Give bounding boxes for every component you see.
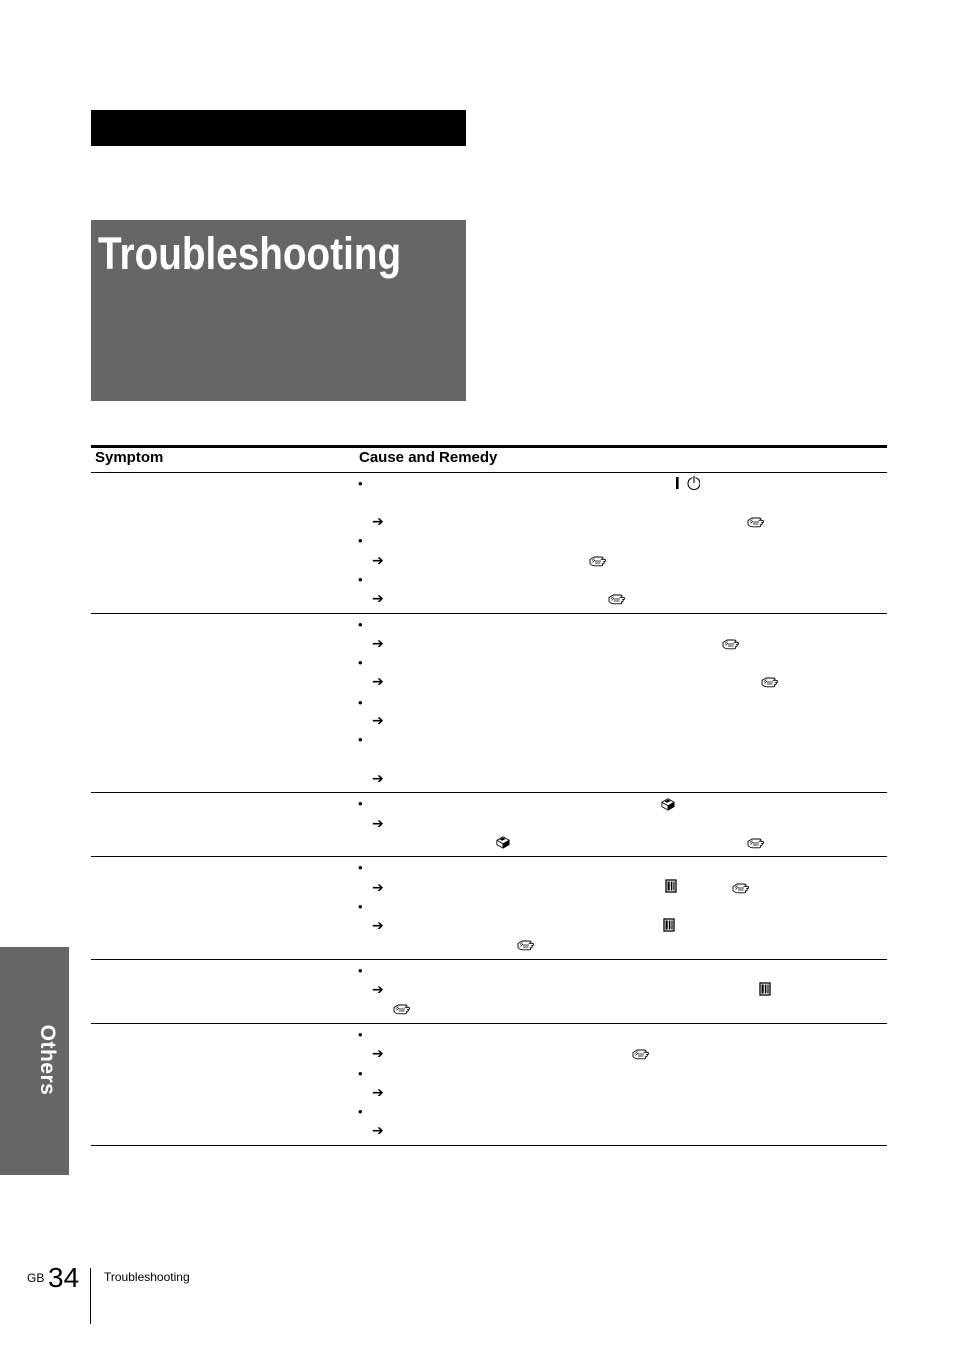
table-bottom-rule xyxy=(91,1145,887,1146)
pointing-hand-icon xyxy=(747,514,765,528)
power-switch-icon xyxy=(672,475,700,491)
memory-card-icon xyxy=(664,879,678,893)
row-divider xyxy=(91,856,887,857)
arrow-icon: ➔ xyxy=(372,981,384,997)
bullet: • xyxy=(358,796,363,811)
print-cartridge-icon xyxy=(494,835,512,849)
section-header-bar xyxy=(91,110,466,146)
side-tab-label: Others xyxy=(36,1024,59,1096)
arrow-icon: ➔ xyxy=(372,513,384,529)
arrow-icon: ➔ xyxy=(372,552,384,568)
cause-column-header: Cause and Remedy xyxy=(359,449,498,466)
arrow-icon: ➔ xyxy=(372,1084,384,1100)
footer-page-number: 34 xyxy=(48,1262,80,1293)
arrow-icon: ➔ xyxy=(372,673,384,689)
header-divider xyxy=(91,472,887,473)
bullet: • xyxy=(358,899,363,914)
symptom-column-header: Symptom xyxy=(95,449,164,466)
pointing-hand-icon xyxy=(722,636,740,650)
bullet: • xyxy=(358,1104,363,1119)
page-title: Troubleshooting xyxy=(98,228,402,279)
footer-region-code: GB xyxy=(27,1271,45,1285)
bullet: • xyxy=(358,860,363,875)
arrow-icon: ➔ xyxy=(372,917,384,933)
table-top-rule xyxy=(91,445,887,448)
bullet: • xyxy=(358,963,363,978)
arrow-icon: ➔ xyxy=(372,1122,384,1138)
bullet: • xyxy=(358,617,363,632)
arrow-icon: ➔ xyxy=(372,712,384,728)
pointing-hand-icon xyxy=(747,835,765,849)
row-divider xyxy=(91,1023,887,1024)
pointing-hand-icon xyxy=(608,591,626,605)
arrow-icon: ➔ xyxy=(372,1045,384,1061)
arrow-icon: ➔ xyxy=(372,635,384,651)
print-cartridge-icon xyxy=(659,797,677,811)
row-divider xyxy=(91,792,887,793)
title-panel xyxy=(91,220,466,401)
bullet: • xyxy=(358,732,363,747)
footer-divider xyxy=(90,1268,91,1324)
bullet: • xyxy=(358,695,363,710)
bullet: • xyxy=(358,1027,363,1042)
row-divider xyxy=(91,613,887,614)
bullet: • xyxy=(358,572,363,587)
arrow-icon: ➔ xyxy=(372,815,384,831)
arrow-icon: ➔ xyxy=(372,770,384,786)
pointing-hand-icon xyxy=(589,553,607,567)
pointing-hand-icon xyxy=(517,937,535,951)
memory-card-icon xyxy=(662,918,676,932)
arrow-icon: ➔ xyxy=(372,879,384,895)
arrow-icon: ➔ xyxy=(372,590,384,606)
pointing-hand-icon xyxy=(761,674,779,688)
row-divider xyxy=(91,959,887,960)
memory-card-icon xyxy=(758,982,772,996)
pointing-hand-icon xyxy=(393,1001,411,1015)
bullet: • xyxy=(358,476,363,491)
footer-section-title: Troubleshooting xyxy=(104,1270,190,1284)
pointing-hand-icon xyxy=(732,880,750,894)
bullet: • xyxy=(358,655,363,670)
bullet: • xyxy=(358,1066,363,1081)
bullet: • xyxy=(358,533,363,548)
pointing-hand-icon xyxy=(632,1046,650,1060)
